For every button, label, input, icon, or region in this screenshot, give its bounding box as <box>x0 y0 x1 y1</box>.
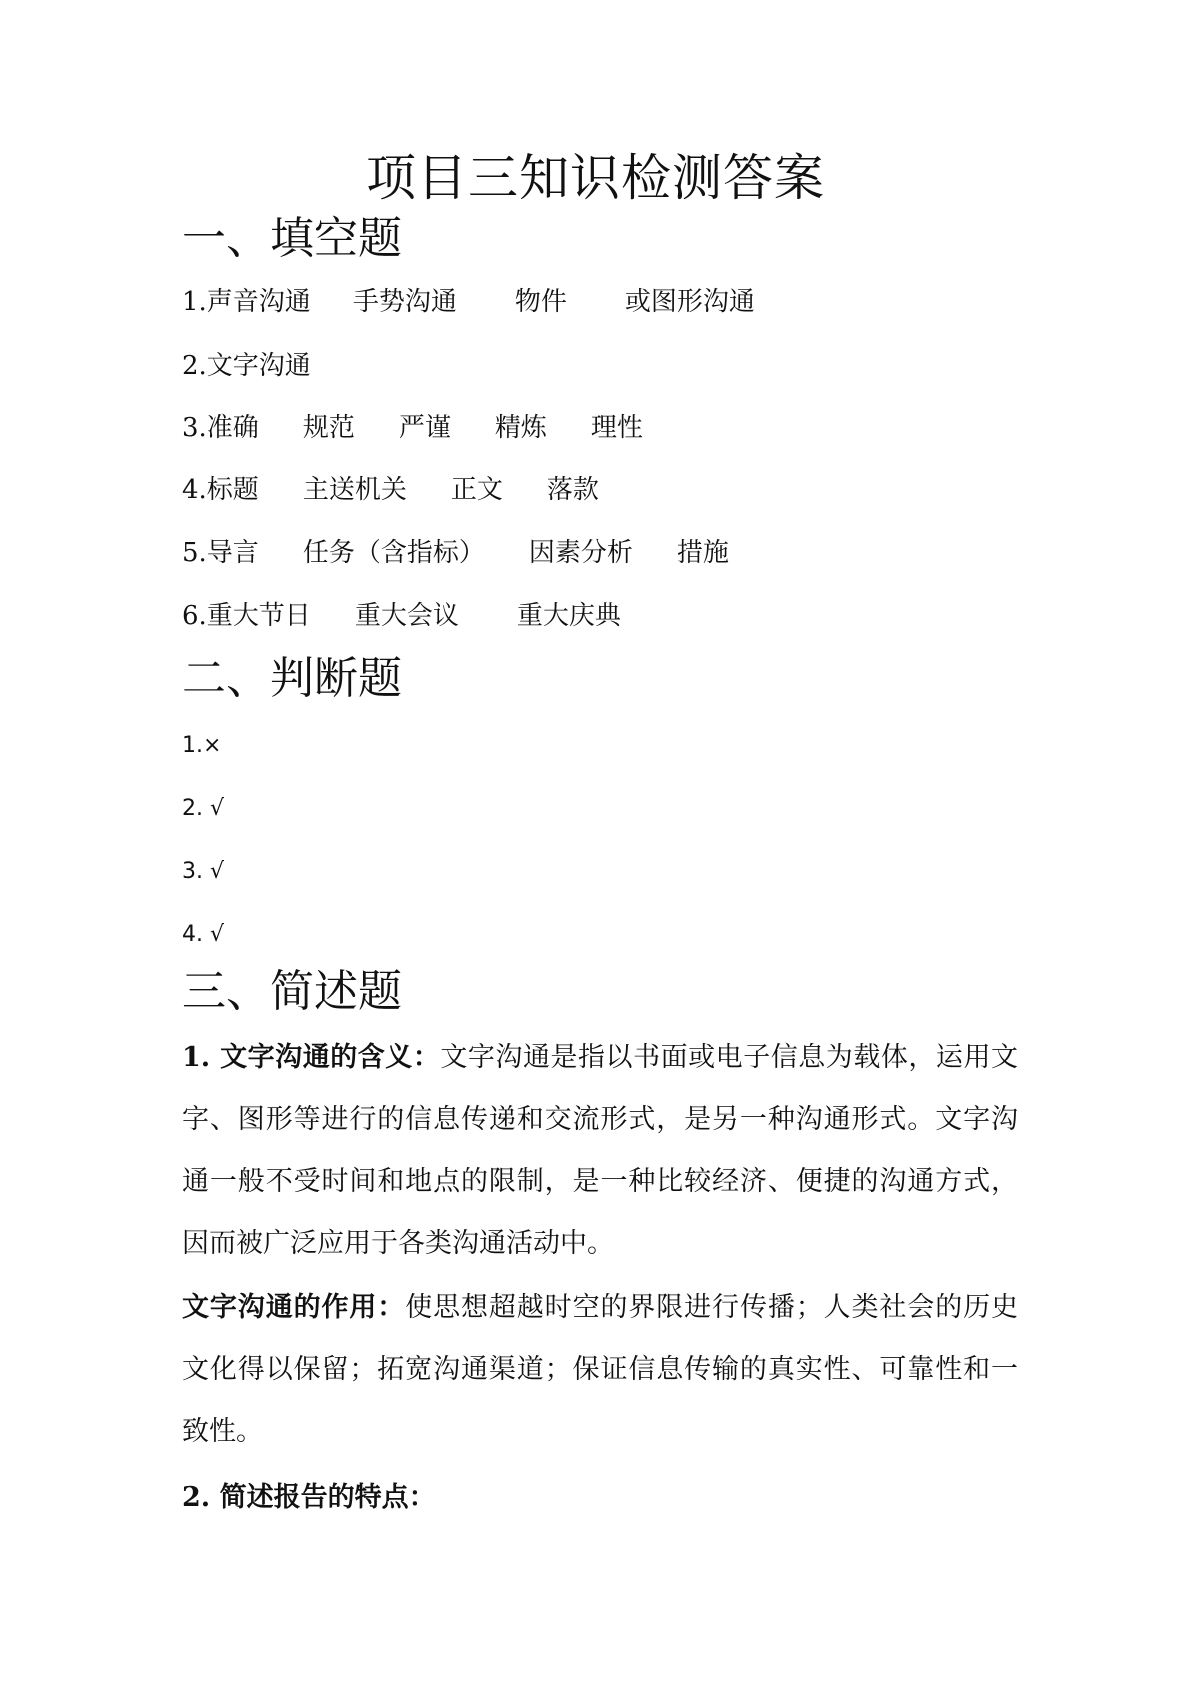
short-answer-1-label: 1. 文字沟通的含义： <box>182 1042 441 1073</box>
fill-answer-4: 4.标题 主送机关 正文 落款 <box>182 475 599 505</box>
judge-answer-1: 1.× <box>182 733 222 758</box>
short-answer-1-function <box>182 1277 1018 1463</box>
section-heading-judge: 二、判断题 <box>182 653 402 704</box>
fill-answer-1: 1.声音沟通 手势沟通 物件 或图形沟通 <box>182 287 755 317</box>
short-answer-2-label: 2. 简述报告的特点： <box>182 1482 436 1513</box>
short-answer-1b-label: 文字沟通的作用： <box>182 1292 406 1323</box>
judge-answer-3: 3. √ <box>182 859 225 884</box>
short-answer-1b-text: 使思想超越时空的界限进行传播；人类社会的历史文化得以保留；拓宽沟通渠道；保证信息传输的真实性、可靠性和一致性。 <box>182 1292 1019 1447</box>
short-answer-1-text: 文字沟通是指以书面或电子信息为载体，运用文字、图形等进行的信息传递和交流形式，是另一种沟通形式。文字沟通一般不受时间和地点的限制，是一种比较经济、便捷的沟通方式，因而被广泛应用于各类沟通活动中。 <box>182 1042 1018 1259</box>
judge-answer-4: 4. √ <box>182 922 225 947</box>
fill-answer-6: 6.重大节日 重大会议 重大庆典 <box>182 601 621 631</box>
fill-answer-3: 3.准确 规范 严谨 精炼 理性 <box>182 413 643 443</box>
fill-answer-2: 2.文字沟通 <box>182 351 311 381</box>
section-heading-fill: 一、填空题 <box>182 213 402 264</box>
page-title: 项目三知识检测答案 <box>366 149 825 207</box>
short-answer-2-question <box>182 1467 1018 1529</box>
section-heading-short: 三、简述题 <box>182 966 402 1017</box>
judge-answer-2: 2. √ <box>182 796 225 821</box>
short-answer-1-meaning <box>182 1027 1018 1275</box>
fill-answer-5: 5.导言 任务（含指标） 因素分析 措施 <box>182 538 729 568</box>
